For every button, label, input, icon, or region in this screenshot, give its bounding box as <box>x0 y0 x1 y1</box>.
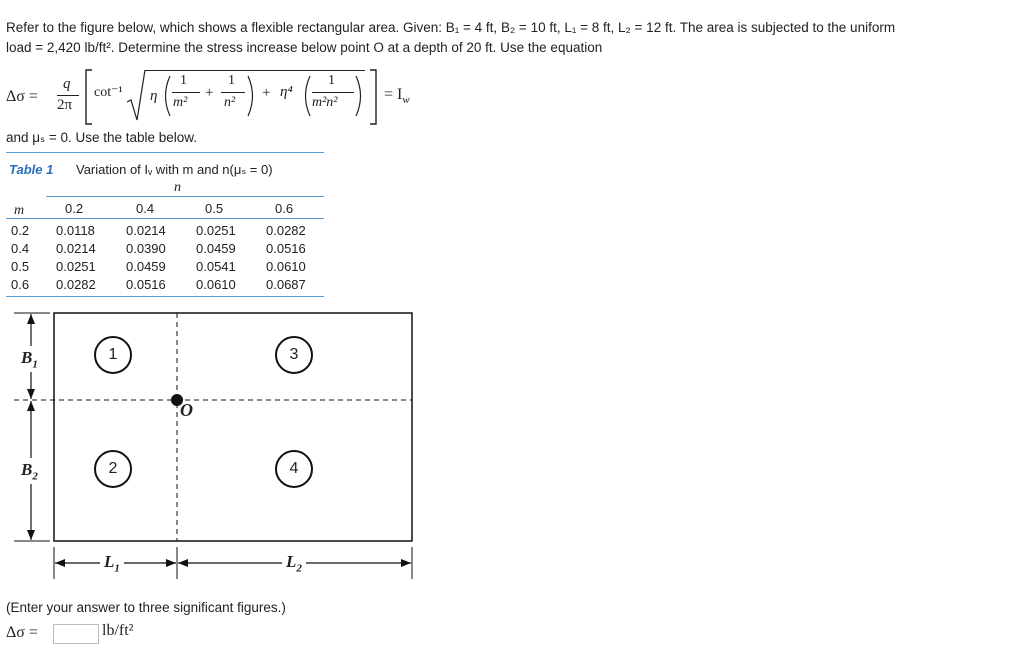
right-paren-icon <box>246 74 258 118</box>
left-paren-icon <box>160 74 172 118</box>
answer-instruction: (Enter your answer to three significant figures.) <box>6 600 286 615</box>
equation <box>0 60 470 130</box>
eq-fraction-bar <box>172 92 200 93</box>
answer-unit: lb/ft² <box>102 622 134 639</box>
left-bracket-icon <box>84 68 94 126</box>
eq-eta: η <box>150 88 158 104</box>
table-cell: 0.0251 <box>196 223 236 238</box>
eq-one-b: 1 <box>228 73 235 88</box>
problem-line-2: load = 2,420 lb/ft². Determine the stress increase below point O at a depth of 20 ft. Use the equation <box>6 40 603 55</box>
table-cell: 0.0251 <box>56 259 96 274</box>
table-header-rule <box>6 218 324 219</box>
col-header: 0.6 <box>275 201 294 216</box>
table-m-header: m <box>14 203 25 218</box>
eq-plus-b: + <box>262 85 271 101</box>
eq-rhs: = $I_w$ <box>384 86 410 107</box>
eq-q: q <box>63 76 71 92</box>
table-n-rule <box>46 196 324 197</box>
eq-lhs: Δσ = <box>6 88 38 105</box>
row-m-value: 0.6 <box>11 277 30 292</box>
table-cell: 0.0118 <box>56 223 95 238</box>
table-cell: 0.0541 <box>196 259 236 274</box>
left-paren-icon <box>300 74 312 118</box>
table-cell: 0.0459 <box>196 241 236 256</box>
right-paren-icon <box>354 74 366 118</box>
table-cell: 0.0390 <box>126 241 166 256</box>
eq-fraction-bar <box>57 95 79 96</box>
answer-input[interactable] <box>53 624 99 644</box>
zone-3-marker: 3 <box>275 336 313 374</box>
zone-2-marker: 2 <box>94 450 132 488</box>
problem-line-3: and μₛ = 0. Use the table below. <box>6 130 198 145</box>
col-header: 0.2 <box>65 201 84 216</box>
table-cell: 0.0516 <box>266 241 306 256</box>
col-header: 0.4 <box>136 201 155 216</box>
answer-label: Δσ = <box>6 624 38 641</box>
loaded-area-figure <box>0 300 430 590</box>
figure-lines <box>0 300 430 590</box>
eq-two-pi: 2π <box>57 97 73 113</box>
table-bottom-rule <box>6 296 324 297</box>
eq-n2: n² <box>224 95 236 110</box>
table-caption: Variation of Iᵥ with m and n(μₛ = 0) <box>76 162 273 177</box>
zone-1-marker: 1 <box>94 336 132 374</box>
b2-label: $B_2$ <box>21 460 38 483</box>
eq-plus-a: + <box>205 85 214 101</box>
problem-line-1: Refer to the figure below, which shows a flexible rectangular area. Given: B₁ = 4 ft, B₂ = 10 ft, L₁ = 8 ft, L₂ = 12 ft. The area is subjected to the uniform <box>6 20 896 35</box>
table-cell: 0.0610 <box>266 259 306 274</box>
table-label: Table 1 <box>9 162 54 177</box>
right-bracket-icon <box>368 68 378 126</box>
table-cell: 0.0516 <box>126 277 166 292</box>
table-cell: 0.0459 <box>126 259 166 274</box>
eq-m2n2: m²n² <box>312 95 338 110</box>
col-header: 0.5 <box>205 201 224 216</box>
eq-m2: m² <box>173 95 188 110</box>
row-m-value: 0.5 <box>11 259 30 274</box>
point-o-label: O <box>180 400 193 420</box>
iw-table <box>6 150 326 300</box>
table-cell: 0.0214 <box>126 223 166 238</box>
eq-fraction-bar <box>312 92 354 93</box>
eq-one-c: 1 <box>328 73 335 88</box>
l2-label: $L_2$ <box>282 552 306 574</box>
eq-eta4: η⁴ <box>280 84 293 100</box>
sqrt-overline <box>145 70 365 71</box>
table-n-header: n <box>174 180 181 195</box>
eq-fraction-bar <box>221 92 245 93</box>
sqrt-icon <box>126 68 146 124</box>
table-cell: 0.0214 <box>56 241 96 256</box>
table-cell: 0.0282 <box>56 277 96 292</box>
b1-label: $B_1$ <box>21 348 38 371</box>
table-cell: 0.0687 <box>266 277 306 292</box>
zone-4-marker: 4 <box>275 450 313 488</box>
row-m-value: 0.4 <box>11 241 30 256</box>
table-cell: 0.0610 <box>196 277 236 292</box>
eq-one-a: 1 <box>180 73 187 88</box>
table-top-rule <box>6 152 324 153</box>
row-m-value: 0.2 <box>11 223 30 238</box>
eq-cot: cot⁻¹ <box>94 85 123 100</box>
l1-label: $L_1$ <box>100 552 124 574</box>
table-cell: 0.0282 <box>266 223 306 238</box>
